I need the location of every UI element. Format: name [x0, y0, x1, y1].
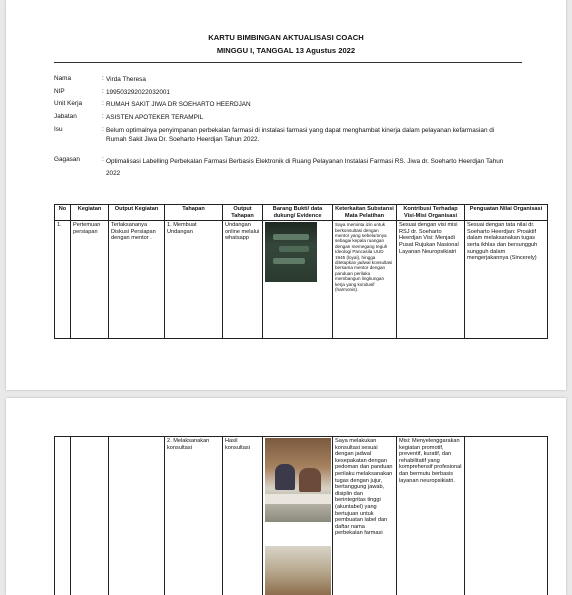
table-row: [55, 221, 548, 339]
cell-keterkaitan: Saya melakukan konsultasi sesuai dengan jadwal kesepakatan dengan pedoman dan panduan perilaku melaksanakan tugas dengan jujur, bertanggung jawab, disiplin dan berintegritas tinggi (akuntabel) yang bertujuan untuk pembuatan label dan daftar nama perbekalan farmasi: [333, 437, 397, 595]
value-isu: Belum optimalnya penyimpanan perbekalan farmasi di instalasi farmasi yang dapat menghambat kinerja dalam pelayanan kefarmasian di Rumah Sakit Jiwa Dr. Soeharto Heerdjan Tahun 2022.: [106, 127, 495, 143]
label-jabatan: Jabatan: [54, 113, 77, 120]
evidence-photo-image: [265, 438, 331, 522]
document-page-2: [6, 398, 566, 595]
table-header-row: [55, 205, 548, 221]
cell-kontribusi: Sesuai dengan visi misi RSJ dr. Soeharto Heerdjan Visi: Menjadi Pusat Rujukan Nasional Layanan Neuropsikiatri: [397, 221, 465, 339]
evidence-photo-image: [265, 546, 331, 595]
label-nip: NIP: [54, 88, 65, 95]
cell-evidence: [263, 437, 333, 595]
value-nama: Virda Theresa: [106, 76, 146, 83]
value-gagasan: Optimalisasi Labelling Perbekalan Farmasi Berbasis Elektronik di Ruang Pelayanan Instalasi Farmasi RS. Jiwa dr. Soeharto Heerdjan Tahun 2022: [106, 158, 504, 177]
colon: :: [102, 113, 104, 120]
cell-output-tahapan: Hasil konsultasi: [223, 437, 263, 595]
label-unit-kerja: Unit Kerja: [54, 100, 83, 107]
colon: :: [102, 126, 104, 133]
table-row: [55, 437, 548, 595]
value-jabatan: ASISTEN APOTEKER TERAMPIL: [106, 114, 204, 121]
header-kontribusi: Kontribusi Terhadap Visi-Misi Organisasi: [397, 205, 465, 221]
cell-keterkaitan: Saya meminta izin untuk berkonsultasi dengan mentor yang sebelumnya sebagai kepala ruangan dengan memegang teguh Ideologi Pancasila UUD 1945 (loyal), hingga ditetapkan jadwal konsultasi bersama mentor dengan panduan perilaku membangun lingkungan kerja yang kondusif (harmonis).: [333, 221, 397, 339]
document-title: KARTU BIMBINGAN AKTUALISASI COACH: [208, 33, 364, 42]
value-nip: 199503292022032001: [106, 89, 170, 96]
cell-output-kegiatan: [109, 437, 165, 595]
cell-no: [55, 437, 71, 595]
cell-penguatan: Sesuai dengan tata nilai dr. Soeharto Heerdjan: Proaktif dalam melaksanakan tugas serta ikhlas dan bersungguh sungguh dalam mengerjakannya (Sincerely): [465, 221, 548, 339]
cell-no: 1.: [55, 221, 71, 339]
divider: [54, 62, 522, 63]
evidence-screenshot-image: [265, 222, 317, 282]
cell-kegiatan: [71, 437, 109, 595]
header-evidence: Barang Bukti/ data dukung/ Evidence: [263, 205, 333, 221]
activity-table: [54, 204, 548, 339]
cell-tahapan: 2. Melaksanakan konsultasi: [165, 437, 223, 595]
document-subtitle: MINGGU I, TANGGAL 13 Agustus 2022: [216, 46, 356, 55]
header-tahapan: Tahapan: [165, 205, 223, 221]
colon: :: [102, 88, 104, 95]
header-output-kegiatan: Output Kegiatan: [109, 205, 165, 221]
cell-output-kegiatan: Terlaksananya Diskusi Persiapan dengan mentor .: [109, 221, 165, 339]
cell-kontribusi: Misi: Menyelenggarakan kegiatan promotif, preventif, kuratif, dan rehabilitatif yang komprehensif profesional dan bermutu berbasis layanan neuropsikiatri.: [397, 437, 465, 595]
label-gagasan: Gagasan: [54, 156, 80, 163]
cell-kegiatan: Pertemuan persiapan: [71, 221, 109, 339]
header-keterkaitan: Keterkaitan Substansi Mata Pelatihan: [333, 205, 397, 221]
cell-output-tahapan: Undangan online melalui whatsapp: [223, 221, 263, 339]
activity-table-continued: [54, 436, 548, 595]
label-nama: Nama: [54, 75, 72, 82]
document-page-1: [6, 0, 566, 390]
header-kegiatan: Kegiatan: [71, 205, 109, 221]
colon: :: [102, 100, 104, 107]
cell-evidence: [263, 221, 333, 339]
header-output-tahapan: Output Tahapan: [223, 205, 263, 221]
colon: :: [102, 156, 104, 163]
colon: :: [102, 75, 104, 82]
cell-penguatan: [465, 437, 548, 595]
cell-tahapan: 1. Membuat Undangan: [165, 221, 223, 339]
header-penguatan: Penguatan Nilai Organisasi: [465, 205, 548, 221]
value-unit-kerja: RUMAH SAKIT JIWA DR SOEHARTO HEERDJAN: [106, 101, 251, 108]
header-no: No: [55, 205, 71, 221]
label-isu: Isu: [54, 126, 63, 133]
